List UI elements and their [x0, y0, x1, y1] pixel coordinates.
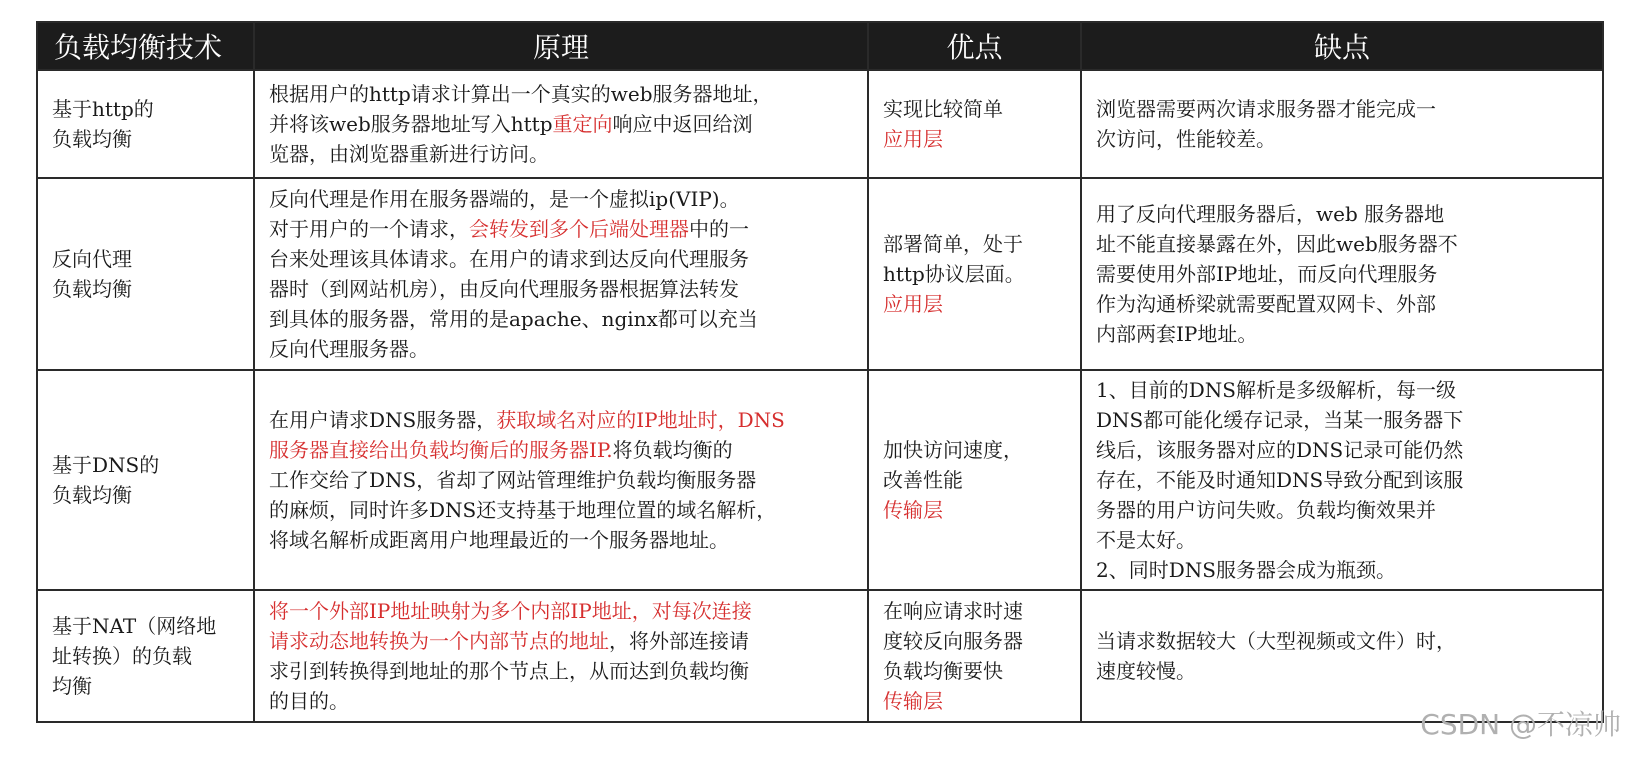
text-segment: 存在，不能及时通知DNS导致分配到该服	[1096, 468, 1464, 492]
text-segment: 工作交给了DNS，省却了网站管理维护负载均衡服务器	[269, 468, 757, 492]
text-segment: 加快访问速度，	[883, 438, 1023, 462]
text-segment: 实现比较简单	[883, 97, 1003, 121]
cell-line: 基于DNS的	[52, 453, 160, 477]
pros-cell	[868, 70, 1081, 178]
cell-line	[883, 626, 1068, 656]
text-segment: 务器的用户访问失败。负载均衡效果并	[1096, 498, 1436, 522]
cell-line	[269, 334, 855, 364]
text-segment: 址不能直接暴露在外，因此web服务器不	[1096, 232, 1458, 256]
text-segment: 在响应请求时速	[883, 599, 1023, 623]
header-pros: 优点	[868, 22, 1081, 70]
cell-line	[1096, 289, 1590, 319]
pros-cell	[868, 590, 1081, 722]
cell-line	[269, 686, 855, 716]
text-segment: 部署简单，处于	[883, 232, 1023, 256]
principle-cell	[254, 590, 868, 722]
cell-line	[1096, 435, 1590, 465]
cell-line	[1096, 229, 1590, 259]
cell-line	[883, 259, 1068, 289]
pros-cell	[868, 370, 1081, 590]
cell-line	[883, 124, 1068, 154]
cell-line	[1096, 465, 1590, 495]
cell-line	[883, 596, 1068, 626]
tech-cell	[37, 70, 254, 178]
text-segment: 将域名解析成距离用户地理最近的一个服务器地址。	[269, 528, 729, 552]
text-segment: 负载均衡要快	[883, 659, 1003, 683]
text-segment: 当请求数据较大（大型视频或文件）时，	[1096, 629, 1456, 653]
cell-line	[1096, 375, 1590, 405]
text-segment: 的目的。	[269, 689, 349, 713]
cons-cell	[1081, 178, 1603, 370]
cons-cell	[1081, 70, 1603, 178]
principle-cell	[254, 178, 868, 370]
text-segment: 线后，该服务器对应的DNS记录可能仍然	[1096, 438, 1464, 462]
header-row	[37, 22, 1603, 70]
cell-line	[269, 495, 855, 525]
cell-line: 均衡	[52, 674, 92, 698]
cell-line	[269, 465, 855, 495]
highlight-text: 传输层	[883, 498, 943, 522]
table-row	[37, 178, 1603, 370]
text-segment: 在用户请求DNS服务器，	[269, 408, 497, 432]
cell-line	[1096, 319, 1590, 349]
cell-line	[1096, 656, 1590, 686]
text-segment: 览器，由浏览器重新进行访问。	[269, 142, 549, 166]
highlight-text: 传输层	[883, 689, 943, 713]
text-segment: ，将外部连接请	[609, 629, 749, 653]
highlight-text: 将一个外部IP地址映射为多个内部IP地址，对每次连接	[269, 599, 752, 623]
cell-line	[883, 495, 1068, 525]
cell-line: 基于NAT（网络地	[52, 614, 217, 638]
principle-cell	[254, 70, 868, 178]
highlight-text: 请求动态地转换为一个内部节点的地址	[269, 629, 609, 653]
cell-line	[1096, 124, 1590, 154]
cell-line	[1096, 626, 1590, 656]
text-segment: 改善性能	[883, 468, 963, 492]
text-segment: http协议层面。	[883, 262, 1025, 286]
text-segment: 台来处理该具体请求。在用户的请求到达反向代理服务	[269, 247, 749, 271]
text-segment: 速度较慢。	[1096, 659, 1196, 683]
header-cons: 缺点	[1081, 22, 1603, 70]
cell-line	[1096, 525, 1590, 555]
highlight-text: 应用层	[883, 292, 943, 316]
header-principle: 原理	[254, 22, 868, 70]
header-tech: 负载均衡技术	[37, 22, 254, 70]
text-segment: 的麻烦，同时许多DNS还支持基于地理位置的域名解析，	[269, 498, 777, 522]
table-row	[37, 590, 1603, 722]
cell-line: 负载均衡	[52, 483, 132, 507]
cell-line: 反向代理	[52, 247, 132, 271]
text-segment: 1、目前的DNS解析是多级解析，每一级	[1096, 378, 1456, 402]
text-segment: 根据用户的http请求计算出一个真实的web服务器地址，	[269, 82, 773, 106]
text-segment: 浏览器需要两次请求服务器才能完成一	[1096, 97, 1436, 121]
text-segment: 用了反向代理服务器后，web 服务器地	[1096, 202, 1445, 226]
text-segment: 反向代理是作用在服务器端的，是一个虚拟ip(VIP)。	[269, 187, 740, 211]
text-segment: 内部两套IP地址。	[1096, 322, 1258, 346]
cell-line	[883, 656, 1068, 686]
cell-line	[269, 656, 855, 686]
text-segment: 中的一	[689, 217, 749, 241]
cell-line: 负载均衡	[52, 127, 132, 151]
cell-line	[269, 626, 855, 656]
cell-line	[269, 109, 855, 139]
cell-line: 负载均衡	[52, 277, 132, 301]
cell-line	[269, 304, 855, 334]
cell-line	[883, 289, 1068, 319]
cell-line	[269, 435, 855, 465]
highlight-text: 重定向	[552, 112, 613, 136]
tech-cell	[37, 590, 254, 722]
highlight-text: 应用层	[883, 127, 943, 151]
cell-line	[883, 94, 1068, 124]
cell-line	[883, 686, 1068, 716]
cell-line	[1096, 94, 1590, 124]
cell-line	[883, 229, 1068, 259]
principle-cell	[254, 370, 868, 590]
cell-line	[269, 596, 855, 626]
text-segment: 需要使用外部IP地址，而反向代理服务	[1096, 262, 1438, 286]
cell-line	[269, 525, 855, 555]
text-segment: 不是太好。	[1096, 528, 1196, 552]
load-balancing-table	[36, 21, 1604, 723]
text-segment: 器时（到网站机房），由反向代理服务器根据算法转发	[269, 277, 739, 301]
cell-line	[269, 405, 855, 435]
cell-line	[1096, 259, 1590, 289]
watermark: CSDN @不凉帅	[1420, 708, 1621, 741]
table-row	[37, 370, 1603, 590]
text-segment: 度较反向服务器	[883, 629, 1023, 653]
table-body	[37, 70, 1603, 722]
cell-line: 基于http的	[52, 97, 154, 121]
cell-line	[883, 465, 1068, 495]
cell-line	[269, 214, 855, 244]
cell-line	[269, 274, 855, 304]
cell-line	[1096, 495, 1590, 525]
cell-line	[269, 139, 855, 169]
cons-cell	[1081, 370, 1603, 590]
tech-cell	[37, 178, 254, 370]
cell-line	[269, 184, 855, 214]
text-segment: 2、同时DNS服务器会成为瓶颈。	[1096, 558, 1396, 582]
text-segment: 次访问，性能较差。	[1096, 127, 1276, 151]
table-header	[37, 22, 1603, 70]
cell-line	[269, 79, 855, 109]
pros-cell	[868, 178, 1081, 370]
cell-line	[1096, 405, 1590, 435]
cell-line: 址转换）的负载	[52, 644, 192, 668]
cell-line	[269, 244, 855, 274]
text-segment: 求引到转换得到地址的那个节点上，从而达到负载均衡	[269, 659, 749, 683]
text-segment: 响应中返回给浏	[612, 112, 753, 136]
cell-line	[1096, 555, 1590, 585]
text-segment: 反向代理服务器。	[269, 337, 429, 361]
text-segment: 到具体的服务器，常用的是apache、nginx都可以充当	[269, 307, 758, 331]
highlight-text: 获取域名对应的IP地址时，DNS	[496, 408, 785, 432]
text-segment: 对于用户的一个请求，	[269, 217, 469, 241]
text-segment: DNS都可能化缓存记录，当某一服务器下	[1096, 408, 1464, 432]
text-segment: 并将该web服务器地址写入http	[269, 112, 553, 136]
text-segment: 作为沟通桥梁就需要配置双网卡、外部	[1096, 292, 1436, 316]
tech-cell	[37, 370, 254, 590]
cell-line	[1096, 199, 1590, 229]
text-segment: 将负载均衡的	[612, 438, 733, 462]
highlight-text: 服务器直接给出负载均衡后的服务器IP.	[269, 438, 613, 462]
cell-line	[883, 435, 1068, 465]
table-row	[37, 70, 1603, 178]
highlight-text: 会转发到多个后端处理器	[469, 217, 689, 241]
